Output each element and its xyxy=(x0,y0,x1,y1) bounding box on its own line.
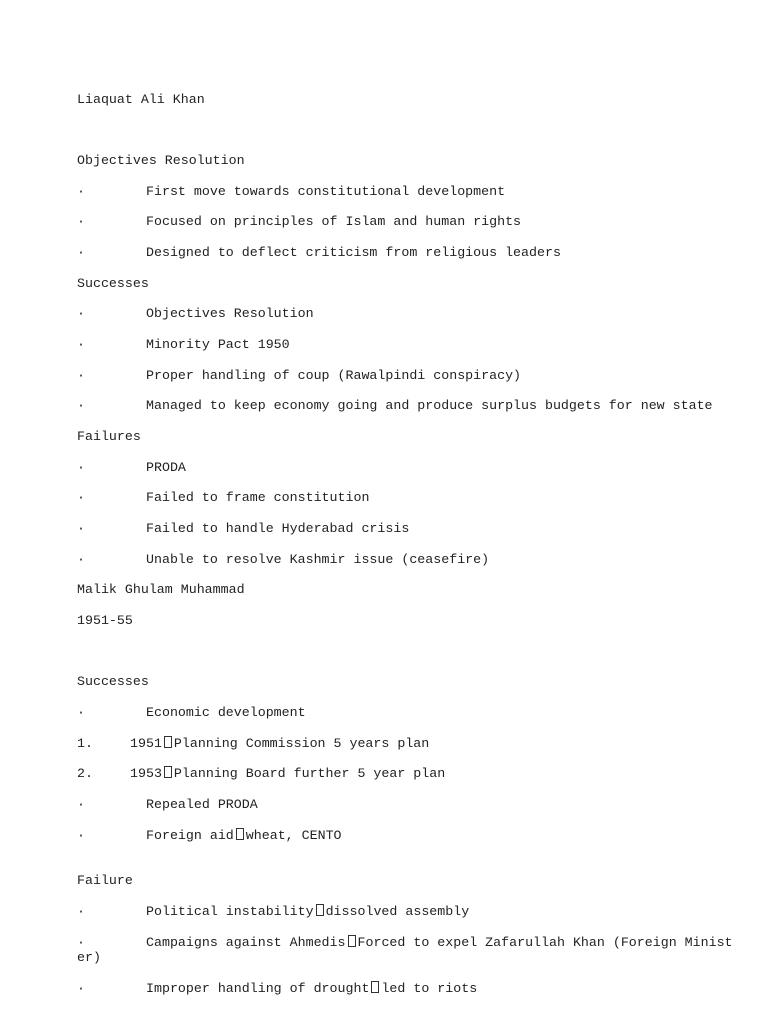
item-year: 1953 xyxy=(130,766,162,781)
item-text: Planning Commission 5 years plan xyxy=(173,736,430,751)
list-item xyxy=(77,552,489,568)
list-item xyxy=(77,460,186,476)
list-item xyxy=(77,214,521,230)
list-item-text: Designed to deflect criticism from religious leaders xyxy=(146,245,561,260)
list-item xyxy=(77,490,369,506)
list-item-text: Focused on principles of Islam and human rights xyxy=(146,214,522,229)
list-item-text: Repealed PRODA xyxy=(146,797,258,812)
list-item-text: Failed to handle Hyderabad crisis xyxy=(146,521,410,536)
missing-glyph-icon xyxy=(348,935,356,947)
list-item-text: led to riots xyxy=(381,981,478,996)
bullet-icon: · xyxy=(77,214,85,229)
list-item xyxy=(77,184,505,200)
bullet-icon: · xyxy=(77,490,85,505)
list-item xyxy=(77,337,290,353)
list-item xyxy=(77,398,713,414)
bullet-icon: · xyxy=(77,521,85,536)
numbered-item xyxy=(77,736,429,752)
year-range: 1951-55 xyxy=(77,613,133,628)
bullet-icon: · xyxy=(77,184,85,199)
list-item-text: Campaigns against Ahmedis xyxy=(146,935,346,950)
bullet-icon: · xyxy=(77,935,85,950)
missing-glyph-icon xyxy=(316,904,324,916)
list-item-text: dissolved assembly xyxy=(325,904,470,919)
missing-glyph-icon xyxy=(371,981,379,993)
list-item-text: Minority Pact 1950 xyxy=(146,337,290,352)
list-item xyxy=(77,981,477,997)
list-item xyxy=(77,904,469,920)
list-item-text: Political instability xyxy=(146,904,314,919)
list-item-text: Proper handling of coup (Rawalpindi conspiracy) xyxy=(146,368,522,383)
list-item-text: Unable to resolve Kashmir issue (ceasefire) xyxy=(146,552,490,567)
missing-glyph-icon xyxy=(164,736,172,748)
list-item-text: Foreign aid xyxy=(146,828,234,843)
list-item-text: PRODA xyxy=(146,460,186,475)
list-item-continuation: er) xyxy=(77,950,101,965)
bullet-icon: · xyxy=(77,904,85,919)
bullet-icon: · xyxy=(77,797,85,812)
list-item-text: wheat, CENTO xyxy=(245,828,342,843)
section-heading-objectives: Objectives Resolution xyxy=(77,153,245,168)
list-item-text: Improper handling of drought xyxy=(146,981,370,996)
list-item xyxy=(77,797,258,813)
list-item-text: Managed to keep economy going and produce surplus budgets for new state xyxy=(146,398,713,413)
bullet-icon: · xyxy=(77,981,85,996)
item-text: Planning Board further 5 year plan xyxy=(173,766,446,781)
list-item xyxy=(77,306,314,322)
section-heading-successes: Successes xyxy=(77,276,149,291)
list-item xyxy=(77,935,733,951)
bullet-icon: · xyxy=(77,552,85,567)
item-number: 1. xyxy=(77,736,93,751)
bullet-icon: · xyxy=(77,245,85,260)
missing-glyph-icon xyxy=(236,828,244,840)
list-item-text: Forced to expel Zafarullah Khan (Foreign Minist xyxy=(357,935,733,950)
numbered-item xyxy=(77,766,445,782)
bullet-icon: · xyxy=(77,306,85,321)
list-item-text: Failed to frame constitution xyxy=(146,490,370,505)
bullet-icon: · xyxy=(77,398,85,413)
bullet-icon: · xyxy=(77,337,85,352)
section-heading-failure-2: Failure xyxy=(77,873,133,888)
item-year: 1951 xyxy=(130,736,162,751)
section-heading-successes-2: Successes xyxy=(77,674,149,689)
item-number: 2. xyxy=(77,766,93,781)
bullet-icon: · xyxy=(77,828,85,843)
list-item xyxy=(77,368,521,384)
list-item xyxy=(77,245,561,261)
missing-glyph-icon xyxy=(164,766,172,778)
list-item xyxy=(77,705,306,721)
list-item-text: First move towards constitutional development xyxy=(146,184,506,199)
list-item xyxy=(77,828,342,844)
list-item-text: Economic development xyxy=(146,705,306,720)
bullet-icon: · xyxy=(77,705,85,720)
person-heading: Malik Ghulam Muhammad xyxy=(77,582,245,597)
list-item xyxy=(77,521,409,537)
page-title: Liaquat Ali Khan xyxy=(77,92,205,107)
bullet-icon: · xyxy=(77,368,85,383)
list-item-text: Objectives Resolution xyxy=(146,306,314,321)
section-heading-failures: Failures xyxy=(77,429,141,444)
bullet-icon: · xyxy=(77,460,85,475)
